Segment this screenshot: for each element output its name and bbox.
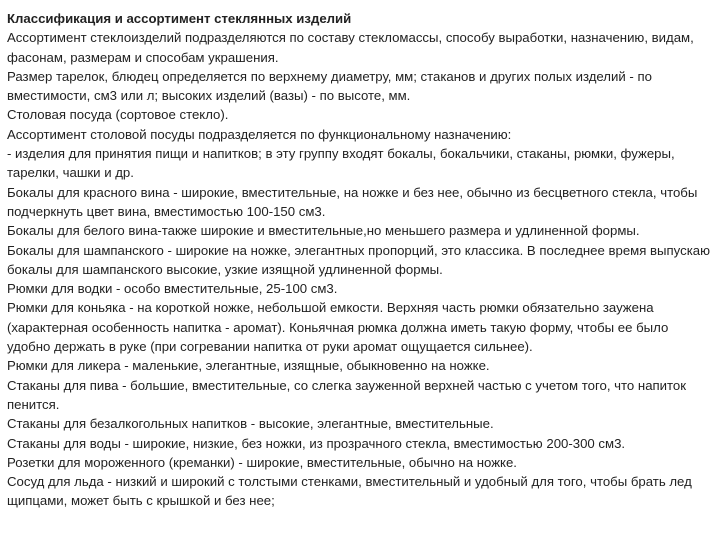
paragraph-food-and-drink-items: - изделия для принятия пищи и напитков; в эту группу входят бокалы, бокальчики, стаканы, рюмки, фужеры, тарелки, чашки и др. [7,146,675,181]
paragraph-ice-bucket: Сосуд для льда - низкий и широкий с толстыми стенками, вместительный и удобный для того, чтобы брать лед щипцами, может быть с крышкой и без нее; [7,474,692,509]
paragraph-tableware-heading: Столовая посуда (сортовое стекло). [7,107,229,123]
paragraph-ice-cream-bowls: Розетки для мороженного (креманки) - широкие, вместительные, обычно на ножке. [7,454,517,470]
paragraph-cognac-glasses: Рюмки для коньяка - на короткой ножке, небольшой емкости. Верхняя часть рюмки обязательно заужена (характерная особенность напитка - аромат). Коньячная рюмка должна иметь такую форму, чтобы ее было удобно держать в руке (при согревании напитка от руки аромат ощущается сильнее). [7,300,669,355]
paragraph-red-wine-glasses: Бокалы для красного вина - широкие, вместительные, на ножке и без нее, обычно из бесцветного стекла, чтобы подчеркнуть цвет вина, вместимостью 100-150 см3. [7,184,698,219]
paragraph-liqueur-glasses: Рюмки для ликера - маленькие, элегантные, изящные, обыкновенно на ножке. [7,358,490,374]
document-title: Классификация и ассортимент стеклянных изделий [7,11,352,26]
paragraph-soft-drink-glasses: Стаканы для безалкогольных напитков - высокие, элегантные, вместительные. [7,416,494,432]
paragraph-water-glasses: Стаканы для воды - широкие, низкие, без ножки, из прозрачного стекла, вместимостью 200-300 см3. [7,435,626,451]
paragraph-assortment-intro: Ассортимент стеклоизделий подразделяются по составу стекломассы, способу выработки, назначению, видам, фасонам, размерам и способам украшения. [7,30,694,65]
paragraph-white-wine-glasses: Бокалы для белого вина-также широкие и вместительные,но меньшего размера и удлиненной формы. [7,223,640,239]
paragraph-beer-glasses: Стаканы для пива - большие, вместительные, со слегка зауженной верхней частью с учетом того, что напиток пенится. [7,377,687,412]
paragraph-vodka-glasses: Рюмки для водки - особо вместительные, 25-100 см3. [7,281,338,297]
paragraph-sizes: Размер тарелок, блюдец определяется по верхнему диаметру, мм; стаканов и других полых изделий - по вместимости, см3 или л; высоких изделий (вазы) - по высоте, мм. [7,68,652,104]
paragraph-champagne-glasses: Бокалы для шампанского - широкие на ножке, элегантных пропорций, это классика. В последнее время выпускаю бокалы для шампанского высокие, узкие изящной удлиненной формы. [7,242,710,277]
paragraph-tableware-functions: Ассортимент столовой посуды подразделяется по функциональному назначению: [7,126,512,142]
